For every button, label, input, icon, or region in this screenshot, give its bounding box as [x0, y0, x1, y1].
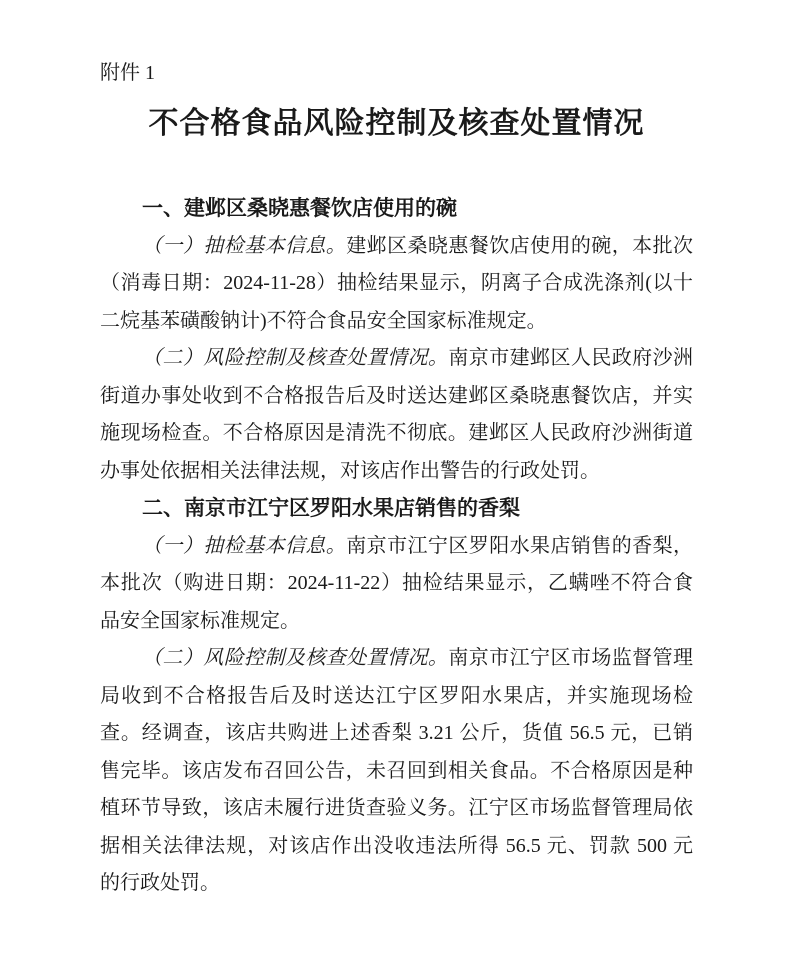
body-line — [100, 640, 693, 678]
paragraph-lead-in: （二）风险控制及核查处置情况。 — [142, 647, 449, 669]
body-line: 品安全国家标准规定。 — [100, 609, 300, 632]
section-heading-1: 一、建邺区桑晓惠餐饮店使用的碗 — [142, 197, 457, 220]
body-line: 局收到不合格报告后及时送达江宁区罗阳水果店，并实施现场检 — [100, 684, 693, 707]
body-line: 植环节导致，该店未履行进货查验义务。江宁区市场监督管理局依 — [100, 797, 693, 819]
document-title: 不合格食品风险控制及核查处置情况 — [148, 107, 645, 140]
attachment-label: 附件 1 — [100, 62, 155, 84]
paragraph — [100, 528, 693, 641]
body-line: 施现场检查。不合格原因是清洗不彻底。建邺区人民政府沙洲街道 — [100, 422, 693, 444]
body-line: 二烷基苯磺酸钠计)不符合食品安全国家标准规定。 — [100, 309, 547, 332]
section-heading-2: 二、南京市江宁区罗阳水果店销售的香梨 — [142, 497, 520, 520]
body-line: （消毒日期：2024-11-28）抽检结果显示，阴离子合成洗涤剂(以十 — [100, 272, 693, 294]
body-line — [100, 340, 693, 378]
body-line-text: 南京市江宁区罗阳水果店销售的香梨， — [346, 534, 693, 557]
document-body — [100, 190, 693, 903]
paragraph-lead-in: （二）风险控制及核查处置情况。 — [142, 347, 449, 369]
body-line: 本批次（购进日期：2024-11-22）抽检结果显示，乙螨唑不符合食 — [100, 572, 693, 594]
body-line: 街道办事处收到不合格报告后及时送达建邺区桑晓惠餐饮店，并实 — [100, 384, 693, 407]
body-line-text: 南京市建邺区人民政府沙洲 — [448, 347, 693, 369]
paragraph — [100, 640, 693, 903]
paragraph-lead-in: （一）抽检基本信息。 — [142, 534, 347, 557]
body-line — [100, 528, 693, 566]
body-line — [100, 228, 693, 266]
body-line-text: 建邺区桑晓惠餐饮店使用的碗，本批次 — [346, 234, 693, 257]
body-line-text: 南京市江宁区市场监督管理 — [448, 647, 693, 669]
body-line: 办事处依据相关法律法规，对该店作出警告的行政处罚。 — [100, 459, 600, 482]
paragraph-lead-in: （一）抽检基本信息。 — [142, 234, 347, 257]
body-line: 的行政处罚。 — [100, 872, 220, 894]
paragraph — [100, 228, 693, 341]
body-line: 据相关法律法规，对该店作出没收违法所得 56.5 元、罚款 500 元 — [100, 834, 693, 857]
paragraph — [100, 340, 693, 490]
body-line: 售完毕。该店发布召回公告，未召回到相关食品。不合格原因是种 — [100, 759, 693, 782]
body-line: 查。经调查，该店共购进上述香梨 3.21 公斤，货值 56.5 元，已销 — [100, 722, 693, 744]
